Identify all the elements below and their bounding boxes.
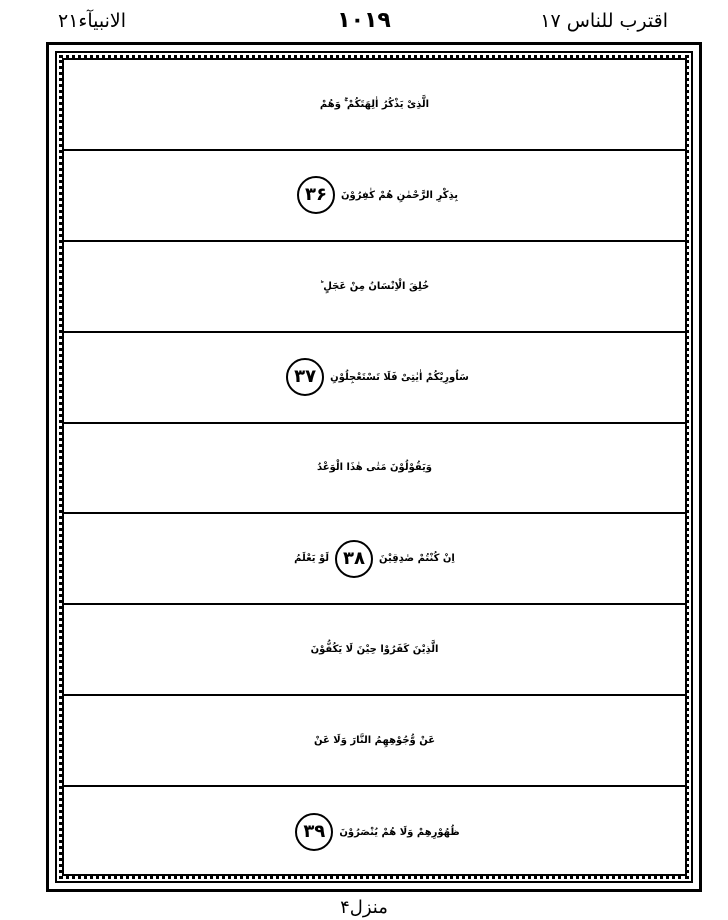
line-text: سَاُورِیْکُمْ اٰیٰتِیْ فَلَا تَسْتَعْجِلُوْنِ <box>330 371 469 383</box>
text-line-4 <box>64 333 685 424</box>
text-line-7 <box>64 605 685 696</box>
ayah-marker: ۳۷ <box>286 358 324 396</box>
line-text: بِذِکْرِ الرَّحْمٰنِ ھُمْ کٰفِرُوْنَ <box>340 189 459 201</box>
text-line-5 <box>64 424 685 515</box>
text-line-1 <box>64 60 685 151</box>
juz-label: اقترب للناس ۱۷ <box>540 10 668 32</box>
line-text: ظُھُوْرِھِمْ وَلَا ھُمْ یُنْصَرُوْنَ <box>339 826 460 838</box>
line-tail-text: لَوْ یَعْلَمُ <box>294 553 330 565</box>
line-text: خُلِقَ الْاِنْسَانُ مِنْ عَجَلٍ ؕ <box>319 280 430 292</box>
text-line-3 <box>64 242 685 333</box>
text-line-9 <box>64 787 685 878</box>
manzil-footer: منزل۴ <box>340 897 388 918</box>
text-line-8 <box>64 696 685 787</box>
ayah-marker: ۳۸ <box>335 540 373 578</box>
ayah-marker: ۳۹ <box>295 813 333 851</box>
surah-label: الانبیآء۲۱ <box>58 10 127 32</box>
line-text: عَنْ وُّجُوْھِھِمُ النَّارَ وَلَا عَنْ <box>313 735 436 747</box>
text-line-2 <box>64 151 685 242</box>
page-number: ۱۰۱۹ <box>337 8 391 33</box>
line-text: وَیَقُوْلُوْنَ مَتٰی ھٰذَا الْوَعْدُ <box>316 462 433 474</box>
line-text: الَّذِیْنَ کَفَرُوْا حِیْنَ لَا یَکُفُّوْنَ <box>310 644 439 656</box>
ayah-marker: ۳۶ <box>297 176 335 214</box>
line-text: الَّذِیْ یَذْکُرُ اٰلِھَتَکُمْ ۚ وَھُمْ <box>319 98 430 110</box>
text-page <box>62 58 687 876</box>
page-header <box>0 6 728 38</box>
text-line-6 <box>64 514 685 605</box>
line-text: اِنْ کُنْتُمْ صٰدِقِیْنَ <box>379 553 455 565</box>
